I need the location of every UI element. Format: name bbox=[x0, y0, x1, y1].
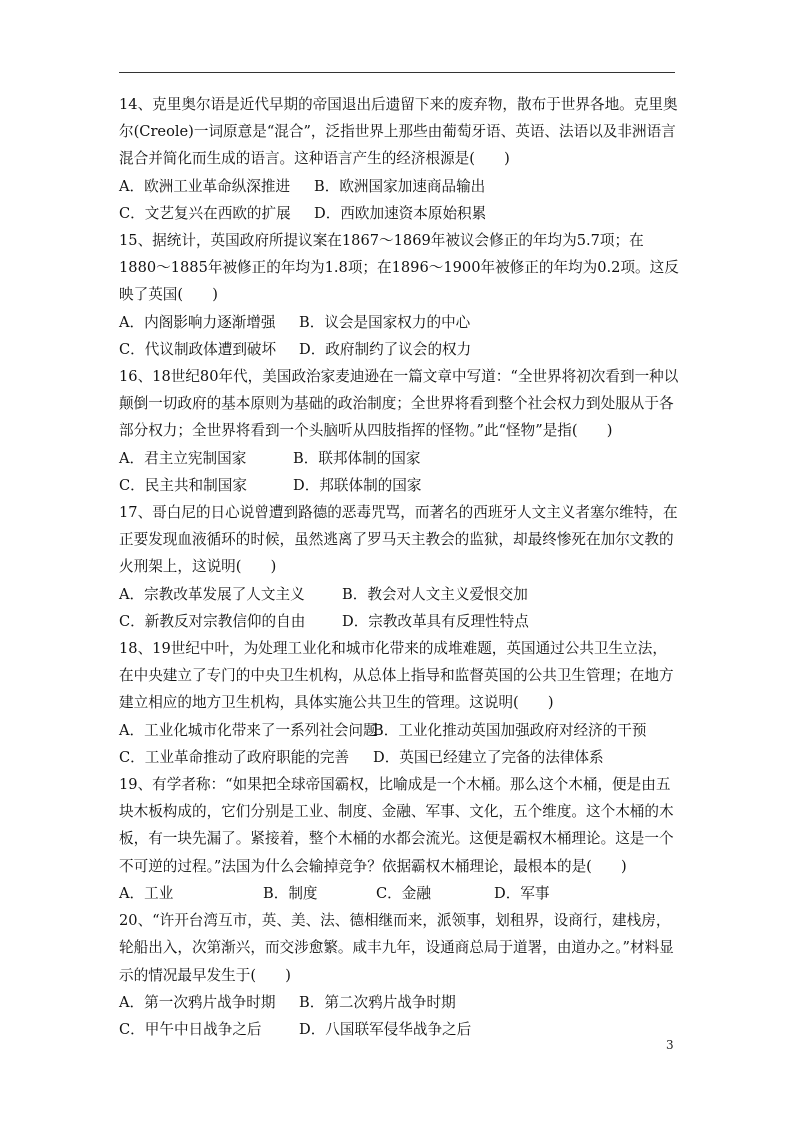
option-b[interactable]: B．联邦体制的国家 bbox=[293, 449, 421, 467]
option-row bbox=[119, 581, 679, 608]
option-b[interactable]: B．议会是国家权力的中心 bbox=[299, 313, 471, 331]
option-c[interactable]: C．新教反对宗教信仰的自由 bbox=[119, 612, 306, 630]
option-d[interactable]: D．邦联体制的国家 bbox=[293, 476, 422, 494]
question-stem: 14、克里奥尔语是近代早期的帝国退出后遗留下来的废弃物，散布于世界各地。克里奥尔(Creole)一词原意是“混合”，泛指世界上那些由葡萄牙语、英语、法语以及非洲语言混合并简化而生成的语言。这种语言产生的经济根源是( ) bbox=[119, 96, 678, 168]
question-stem: 20、“许开台湾互市，英、美、法、德相继而来，派领事，划租界，设商行，建栈房，轮船出入，次第渐兴，而交涉愈繁。咸丰九年，设通商总局于道署，由道办之。”材料显示的情况最早发生于( ) bbox=[119, 912, 674, 984]
option-c[interactable]: C．甲午中日战争之后 bbox=[119, 1020, 262, 1038]
option-d[interactable]: D．西欧加速资本原始积累 bbox=[314, 204, 487, 222]
page-number: 3 bbox=[666, 1038, 674, 1052]
option-d[interactable]: D．军事 bbox=[494, 884, 550, 902]
option-d[interactable]: D．政府制约了议会的权力 bbox=[299, 340, 472, 358]
option-row bbox=[119, 1016, 679, 1043]
question-20 bbox=[119, 907, 679, 1043]
question-19 bbox=[119, 771, 679, 907]
option-a[interactable]: A．内阁影响力逐渐增强 bbox=[119, 313, 276, 331]
option-c[interactable]: C．工业革命推动了政府职能的完善 bbox=[119, 748, 350, 766]
option-row bbox=[119, 989, 679, 1016]
option-a[interactable]: A．君主立宪制国家 bbox=[119, 449, 247, 467]
option-b[interactable]: B．工业化推动英国加强政府对经济的干预 bbox=[373, 721, 647, 739]
option-a[interactable]: A．工业化城市化带来了一系列社会问题 bbox=[119, 721, 378, 739]
option-row bbox=[119, 200, 679, 227]
question-16 bbox=[119, 363, 679, 499]
option-a[interactable]: A．欧洲工业革命纵深推进 bbox=[119, 177, 291, 195]
option-a[interactable]: A．第一次鸦片战争时期 bbox=[119, 993, 276, 1011]
option-b[interactable]: B．教会对人文主义爱恨交加 bbox=[342, 585, 528, 603]
question-17 bbox=[119, 499, 679, 635]
option-c[interactable]: C．金融 bbox=[376, 884, 431, 902]
option-row bbox=[119, 472, 679, 499]
option-row bbox=[119, 608, 679, 635]
option-d[interactable]: D．宗教改革具有反理性特点 bbox=[342, 612, 529, 630]
question-15 bbox=[119, 227, 679, 363]
option-row bbox=[119, 336, 679, 363]
option-row bbox=[119, 880, 679, 907]
question-stem: 18、19世纪中叶，为处理工业化和城市化带来的成堆难题，英国通过公共卫生立法，在中央建立了专门的中央卫生机构，从总体上指导和监督英国的公共卫生管理；在地方建立相应的地方卫生机构，具体实施公共卫生的管理。这说明( ) bbox=[119, 640, 674, 712]
option-c[interactable]: C．代议制政体遭到破坏 bbox=[119, 340, 277, 358]
option-c[interactable]: C．民主共和制国家 bbox=[119, 476, 247, 494]
option-b[interactable]: B．制度 bbox=[263, 884, 318, 902]
question-14 bbox=[119, 91, 679, 227]
option-b[interactable]: B．第二次鸦片战争时期 bbox=[299, 993, 456, 1011]
option-d[interactable]: D．英国已经建立了完备的法律体系 bbox=[373, 748, 604, 766]
question-stem: 17、哥白尼的日心说曾遭到路德的恶毒咒骂，而著名的西班牙人文主义者塞尔维特，在正要发现血液循环的时候，虽然逃离了罗马天主教会的监狱，却最终惨死在加尔文教的火刑架上，这说明( ) bbox=[119, 504, 678, 576]
option-row bbox=[119, 717, 679, 744]
option-row bbox=[119, 445, 679, 472]
question-stem: 15、据统计，英国政府所提议案在1867～1869年被议会修正的年均为5.7项；在1880～1885年被修正的年均为1.8项；在1896～1900年被修正的年均为0.2项。这反映了英国( ) bbox=[119, 232, 679, 304]
question-list bbox=[119, 91, 679, 1043]
option-row bbox=[119, 309, 679, 336]
option-a[interactable]: A．工业 bbox=[119, 884, 174, 902]
option-a[interactable]: A．宗教改革发展了人文主义 bbox=[119, 585, 305, 603]
option-c[interactable]: C．文艺复兴在西欧的扩展 bbox=[119, 204, 291, 222]
question-stem: 19、有学者称：“如果把全球帝国霸权，比喻成是一个木桶。那么这个木桶，便是由五块木板构成的，它们分别是工业、制度、金融、军事、文化，五个维度。这个木桶的木板，有一块先漏了。紧接着，整个木桶的水都会流光。这便是霸权木桶理论。这是一个不可逆的过程。”法国为什么会输掉竞争？依据霸权木桶理论，最根本的是( ) bbox=[119, 776, 674, 875]
option-d[interactable]: D．八国联军侵华战争之后 bbox=[299, 1020, 472, 1038]
option-row bbox=[119, 173, 679, 200]
question-stem: 16、18世纪80年代，美国政治家麦迪逊在一篇文章中写道：“全世界将初次看到一种以颠倒一切政府的基本原则为基础的政治制度；全世界将看到整个社会权力到处服从于各部分权力；全世界将看到一个头脑听从四肢指挥的怪物。”此“怪物”是指( ) bbox=[119, 368, 679, 440]
option-b[interactable]: B．欧洲国家加速商品输出 bbox=[314, 177, 486, 195]
question-18 bbox=[119, 635, 679, 771]
option-row bbox=[119, 744, 679, 771]
header-rule bbox=[119, 72, 675, 73]
